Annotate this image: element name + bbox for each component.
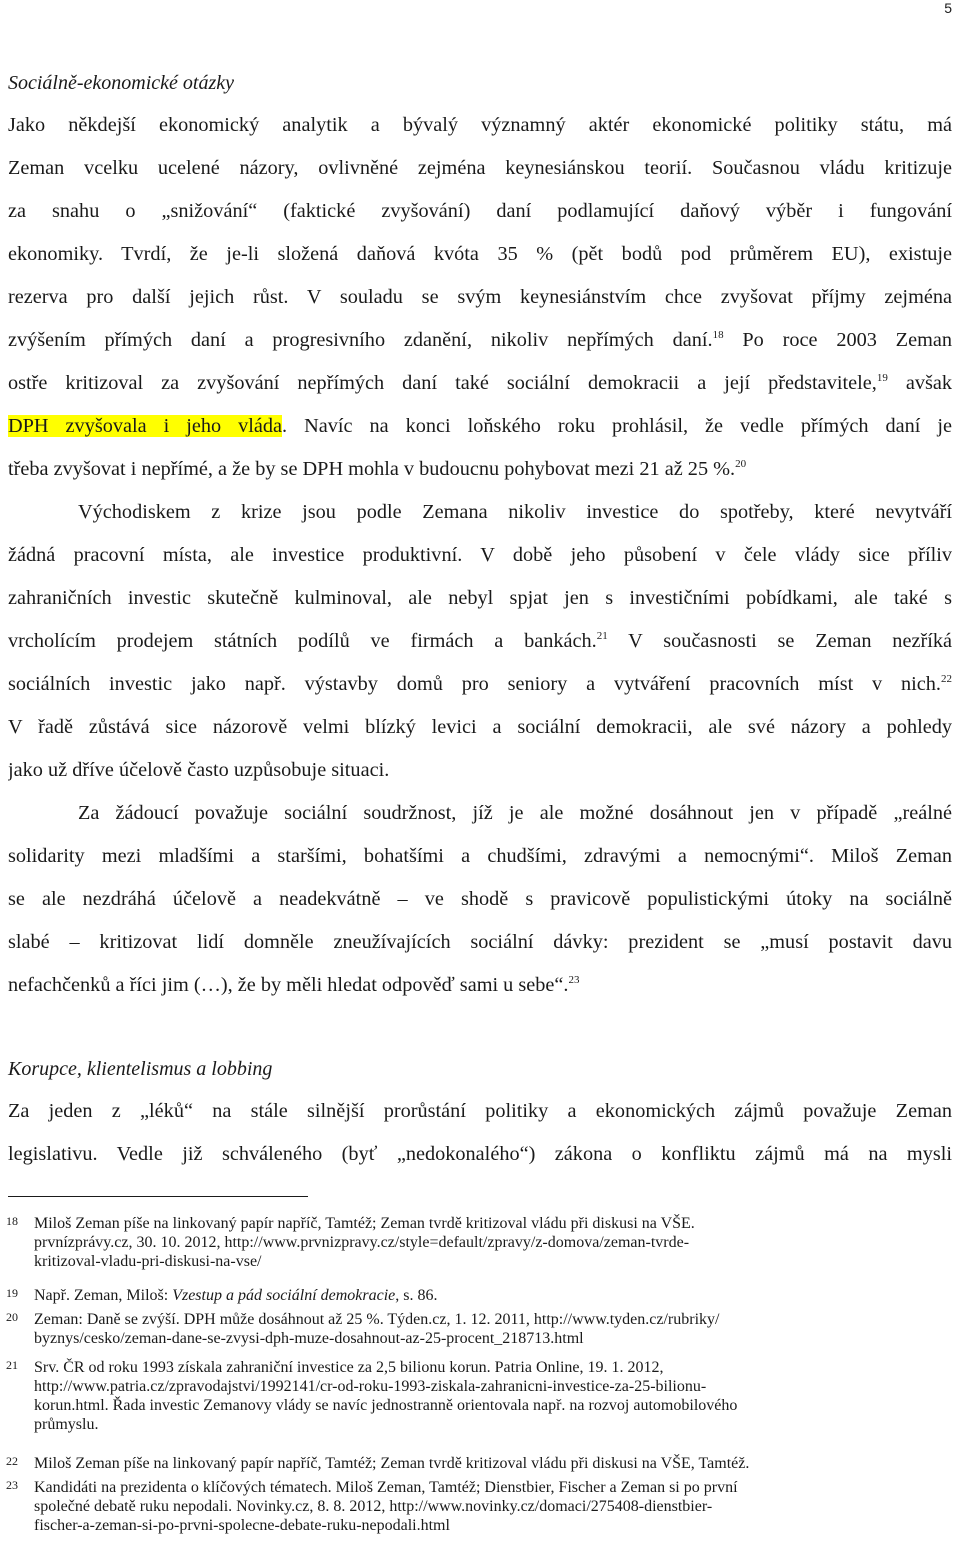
text-run: solidarity mezi mladšími a staršími, bohatšími a chudšími, zdravými a nemocnými“. Miloš Zeman <box>8 845 952 867</box>
footnote-line: http://www.patria.cz/zpravodajstvi/1992141/cr-od-roku-1993-ziskala-zahranicni-investice-za-25-bilionu- <box>34 1378 707 1395</box>
highlighted-text: DPH zvyšovala i jeho vláda <box>8 415 283 437</box>
footnote-separator <box>8 1196 308 1197</box>
text-line <box>8 156 952 180</box>
footnote-line: kritizoval-vladu-pri-diskusi-na-vse/ <box>34 1253 262 1270</box>
text-run: V současnosti se Zeman nezříká <box>607 630 952 652</box>
text-run: třeba zvyšovat i nepřímé, a že by se DPH mohla v budoucnu pohybovat mezi 21 až 25 %. <box>8 458 736 480</box>
text-line <box>8 543 952 567</box>
footnote-ref[interactable]: 20 <box>735 458 747 470</box>
footnote <box>6 1310 946 1348</box>
text-line <box>8 887 952 911</box>
footnote-line: korun.html. Řada investic Zemanovy vlády se navíc jednostranně orientovala např. na rozvoj automobilového <box>34 1397 738 1414</box>
text-run: slabé – kritizovat lidí domněle zneužívajících sociální dávky: prezident se „musí postavit davu <box>8 931 952 953</box>
footnote-line: Srv. ČR od roku 1993 získala zahraniční investice za 2,5 bilionu korun. Patria Online, 19. 1. 2012, <box>34 1359 664 1376</box>
text-line <box>8 586 952 610</box>
text-line <box>8 758 952 782</box>
footnote-ref[interactable]: 22 <box>941 673 952 685</box>
footnote-line: Miloš Zeman píše na linkovaný papír napříč, Tamtéž; Zeman tvrdě kritizoval vládu při diskusi na VŠE. <box>34 1215 695 1232</box>
footnote-number: 21 <box>6 1358 18 1372</box>
text-run: za snahu o „snižování“ (faktické zvyšování) daní podlamující daňový výběr i fungování <box>8 200 952 222</box>
text-run: legislativu. Vedle již schváleného (byť „nedokonalého“) zákona o konfliktu zájmů má na mysli <box>8 1143 952 1165</box>
text-line <box>8 328 952 352</box>
text-run: , s. 86. <box>395 1287 438 1304</box>
text-run: jako už dříve účelově často uzpůsobuje situaci. <box>8 759 390 781</box>
footnote-ref[interactable]: 23 <box>568 974 580 986</box>
footnote-ref[interactable]: 21 <box>596 630 608 642</box>
text-line <box>8 500 952 524</box>
text-line <box>8 1142 952 1166</box>
footnote-line: byznys/cesko/zeman-dane-se-zvysi-dph-muze-dosahnout-az-25-procent_218713.html <box>34 1330 584 1347</box>
text-line <box>8 715 952 739</box>
text-run: Za žádoucí považuje sociální soudržnost, jíž je ale možné dosáhnout jen v případě „reálné <box>78 802 952 824</box>
footnote-line: fischer-a-zeman-si-po-prvni-spolecne-debate-ruku-nepodali.html <box>34 1517 450 1534</box>
footnote-number: 20 <box>6 1310 18 1324</box>
text-run: Zeman vcelku ucelené názory, ovlivněné zejména keynesiánskou teorií. Současnou vládu kritizuje <box>8 157 952 179</box>
footnote-line: společné debatě ruku nepodali. Novinky.cz, 8. 8. 2012, http://www.novinky.cz/domaci/275408-dienstbier- <box>34 1498 713 1515</box>
text-run: žádná pracovní místa, ale investice produktivní. V době jeho působení v čele vlády sice příliv <box>8 544 952 566</box>
footnote-line <box>6 1286 946 1305</box>
footnote-line: průmyslu. <box>34 1416 99 1433</box>
section-heading: Korupce, klientelismus a lobbing <box>8 1058 273 1080</box>
footnote <box>6 1358 946 1434</box>
text-run: sociálních investic jako např. výstavby domů pro seniory a vytváření pracovních míst v nich. <box>8 673 941 695</box>
text-line <box>8 629 952 653</box>
text-run: Jako někdejší ekonomický analytik a bývalý významný aktér ekonomické politiky státu, má <box>8 114 952 136</box>
text-run: se ale nezdráhá účelově a neadekvátně – ve shodě s pravicově populistickými útoky na sociálně <box>8 888 952 910</box>
text-run: . Navíc na konci loňského roku prohlásil, že vedle přímých daní je <box>282 415 952 437</box>
text-run: zahraničních investic skutečně kulminoval, ale nebyl spjat jen s investičními pobídkami, ale také s <box>8 587 952 609</box>
footnote <box>6 1286 946 1305</box>
footnote <box>6 1478 946 1535</box>
text-run: Východiskem z krize jsou podle Zemana nikoliv investice do spotřeby, které nevytváří <box>78 501 952 523</box>
text-run: rezerva pro další jejich růst. V souladu se svým keynesiánstvím chce zvyšovat příjmy zejména <box>8 286 952 308</box>
footnote-number: 22 <box>6 1454 18 1468</box>
footnote <box>6 1214 946 1271</box>
text-run: Po roce 2003 Zeman <box>723 329 952 351</box>
text-run: Např. Zeman, Miloš: <box>34 1287 173 1304</box>
text-run: V řadě zůstává sice názorově velmi blízký levici a sociální demokracii, ale své názory a pohledy <box>8 716 952 738</box>
footnote <box>6 1454 946 1473</box>
text-run: zvýšením přímých daní a progresivního zdanění, nikoliv nepřímých daní. <box>8 329 713 351</box>
section-heading: Sociálně-ekonomické otázky <box>8 72 235 94</box>
text-line <box>8 113 952 137</box>
footnote-line: prvnízprávy.cz, 30. 10. 2012, http://www.prvnizpravy.cz/style=default/zpravy/z-domova/zeman-tvrde- <box>34 1234 690 1251</box>
page-number: 5 <box>944 0 952 16</box>
text-line <box>8 930 952 954</box>
footnote-ref[interactable]: 18 <box>712 329 724 341</box>
text-line <box>8 199 952 223</box>
text-line <box>8 242 952 266</box>
text-run: ekonomiky. Tvrdí, že je-li složená daňová kvóta 35 % (pět bodů pod průměrem EU), existuje <box>8 243 952 265</box>
footnote-number: 18 <box>6 1214 18 1228</box>
text-line <box>8 414 952 438</box>
footnote-line: Kandidáti na prezidenta o klíčových tématech. Miloš Zeman, Tamtéž; Dienstbier, Fischer a Zeman si po první <box>34 1479 738 1496</box>
text-line <box>8 285 952 309</box>
text-run: ostře kritizoval za zvyšování nepřímých daní také sociální demokracii a její představitele, <box>8 372 877 394</box>
text-line <box>8 973 952 997</box>
text-line <box>8 371 952 395</box>
text-run: vrcholícím prodejem státních podílů ve firmách a bankách. <box>8 630 597 652</box>
text-run: nefachčenků a říci jim (…), že by měli hledat odpověď sami u sebe“. <box>8 974 569 996</box>
footnote-line: Miloš Zeman píše na linkovaný papír napříč, Tamtéž; Zeman tvrdě kritizoval vládu při diskusi na VŠE, Tamtéž. <box>34 1455 750 1472</box>
text-line <box>8 672 952 696</box>
text-line <box>8 844 952 868</box>
footnote-line: Zeman: Daně se zvýší. DPH může dosáhnout až 25 %. Týden.cz, 1. 12. 2011, http://www.tyden.cz/rubriky/ <box>34 1311 720 1328</box>
cited-title: Vzestup a pád sociální demokracie <box>172 1287 396 1304</box>
footnote-number: 23 <box>6 1478 18 1492</box>
text-run: Za jeden z „léků“ na stále silnější prorůstání politiky a ekonomických zájmů považuje Zeman <box>8 1100 952 1122</box>
text-run: avšak <box>887 372 952 394</box>
footnote-number: 19 <box>6 1286 18 1300</box>
footnote-ref[interactable]: 19 <box>876 372 888 384</box>
text-line <box>8 1099 952 1123</box>
text-line <box>8 457 952 481</box>
text-line <box>8 801 952 825</box>
